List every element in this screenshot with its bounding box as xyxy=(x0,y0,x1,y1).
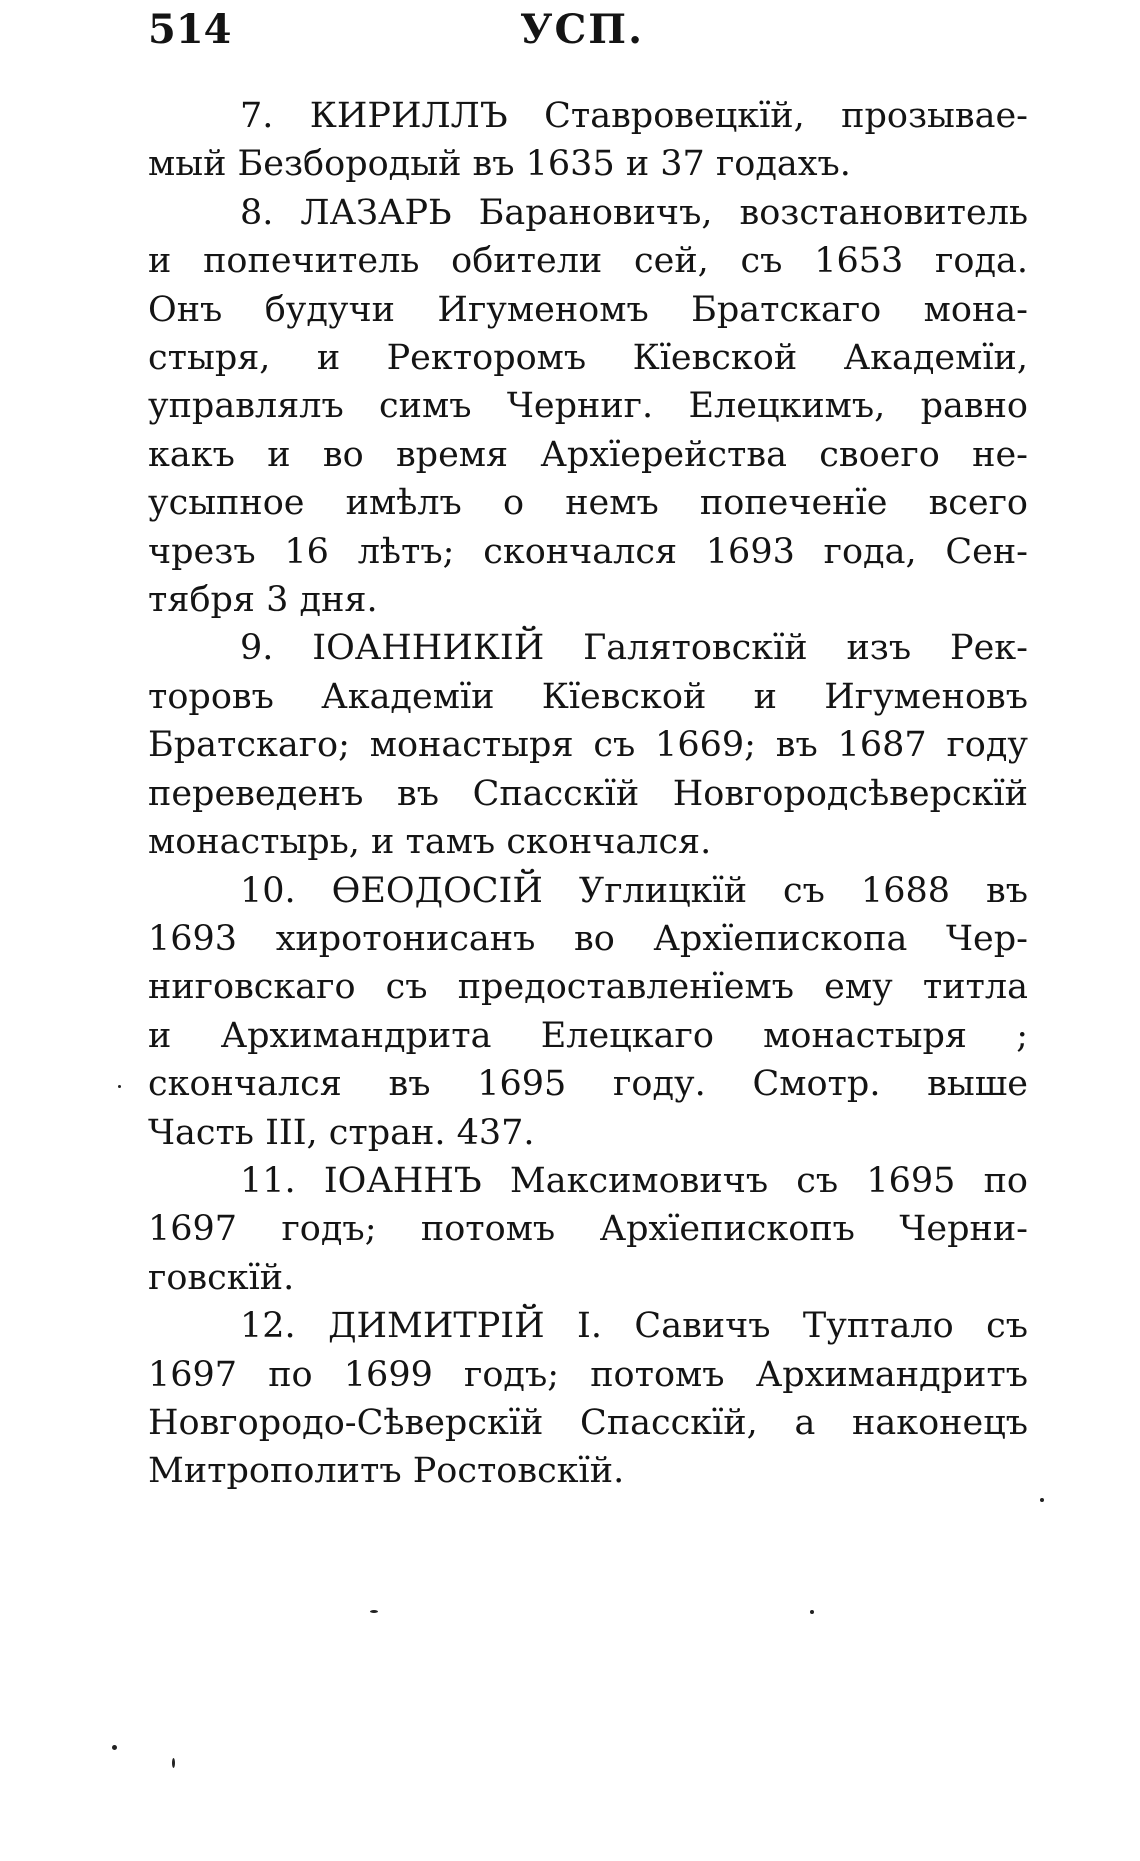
text-line: Митрополитъ Ростовскїй. xyxy=(148,1451,625,1492)
text-line: мый Безбородый въ 1635 и 37 годахъ. xyxy=(148,144,851,185)
text-line: какъ и во время Архїерейства своего не- xyxy=(148,434,1028,475)
text-line: 11. ІОАННЪ Максимовичъ съ 1695 по xyxy=(240,1160,1028,1201)
text-line: переведенъ въ Спасскїй Новгородсѣверскїй xyxy=(148,773,1028,814)
text-line: 1693 хиротонисанъ во Архїепископа Чер- xyxy=(148,918,1028,959)
entry-ioannikiy xyxy=(148,624,1028,866)
text-line: 8. ЛАЗАРЬ Барановичъ, возстановитель xyxy=(240,192,1028,233)
text-line: усыпное имѣлъ о немъ попеченїе всего xyxy=(148,483,1028,524)
text-line: 1697 по 1699 годъ; потомъ Архимандритъ xyxy=(148,1354,1028,1395)
running-head: УСП. xyxy=(520,6,644,53)
text-line: и попечитель обители сей, съ 1653 года. xyxy=(148,241,1028,282)
entry-lazar xyxy=(148,189,1028,625)
scan-speck xyxy=(370,1610,378,1613)
page-body xyxy=(148,92,1028,1496)
text-line: чрезъ 16 лѣтъ; скончался 1693 года, Сен- xyxy=(148,531,1028,572)
text-line: ниговскаго съ предоставленїемъ ему титла xyxy=(148,967,1028,1008)
text-line: и Архимандрита Елецкаго монастыря ; xyxy=(148,1015,1028,1056)
page-number: 514 xyxy=(148,6,232,53)
scan-speck xyxy=(112,1745,117,1750)
scan-speck xyxy=(118,1085,121,1088)
text-line: Новгородо-Сѣверскїй Спасскїй, а наконецъ xyxy=(148,1402,1028,1443)
text-line: 1697 годъ; потомъ Архїепископъ Черни- xyxy=(148,1209,1028,1250)
text-line: скончался въ 1695 году. Смотр. выше xyxy=(148,1064,1028,1105)
text-line: тября 3 дня. xyxy=(148,580,378,621)
text-line: 10. ѲЕОДОСІЙ Углицкїй съ 1688 въ xyxy=(240,870,1028,911)
text-line: монастырь, и тамъ скончался. xyxy=(148,822,712,863)
text-line: Часть III, стран. 437. xyxy=(148,1112,535,1153)
entry-kirill xyxy=(148,92,1028,189)
text-line: торовъ Академїи Кїевской и Игуменовъ xyxy=(148,676,1028,717)
text-line: говскїй. xyxy=(148,1257,295,1298)
text-line: 12. ДИМИТРІЙ I. Савичъ Туптало съ xyxy=(240,1306,1028,1347)
entry-feodosiy xyxy=(148,867,1028,1157)
entry-dimitriy xyxy=(148,1302,1028,1496)
text-line: Братскаго; монастыря съ 1669; въ 1687 году xyxy=(148,725,1028,766)
page-header xyxy=(148,6,1048,66)
scan-speck xyxy=(172,1758,175,1768)
text-line: управлялъ симъ Черниг. Елецкимъ, равно xyxy=(148,386,1028,427)
text-line: стыря, и Ректоромъ Кїевской Академїи, xyxy=(148,338,1028,379)
entry-ioann xyxy=(148,1157,1028,1302)
scan-speck xyxy=(810,1610,814,1614)
text-line: 9. ІОАННИКІЙ Галятовскїй изъ Рек- xyxy=(240,628,1028,669)
text-line: Онъ будучи Игуменомъ Братскаго мона- xyxy=(148,289,1028,330)
text-line: 7. КИРИЛЛЪ Ставровецкїй, прозывае- xyxy=(240,96,1028,136)
scan-speck xyxy=(1040,1498,1044,1502)
